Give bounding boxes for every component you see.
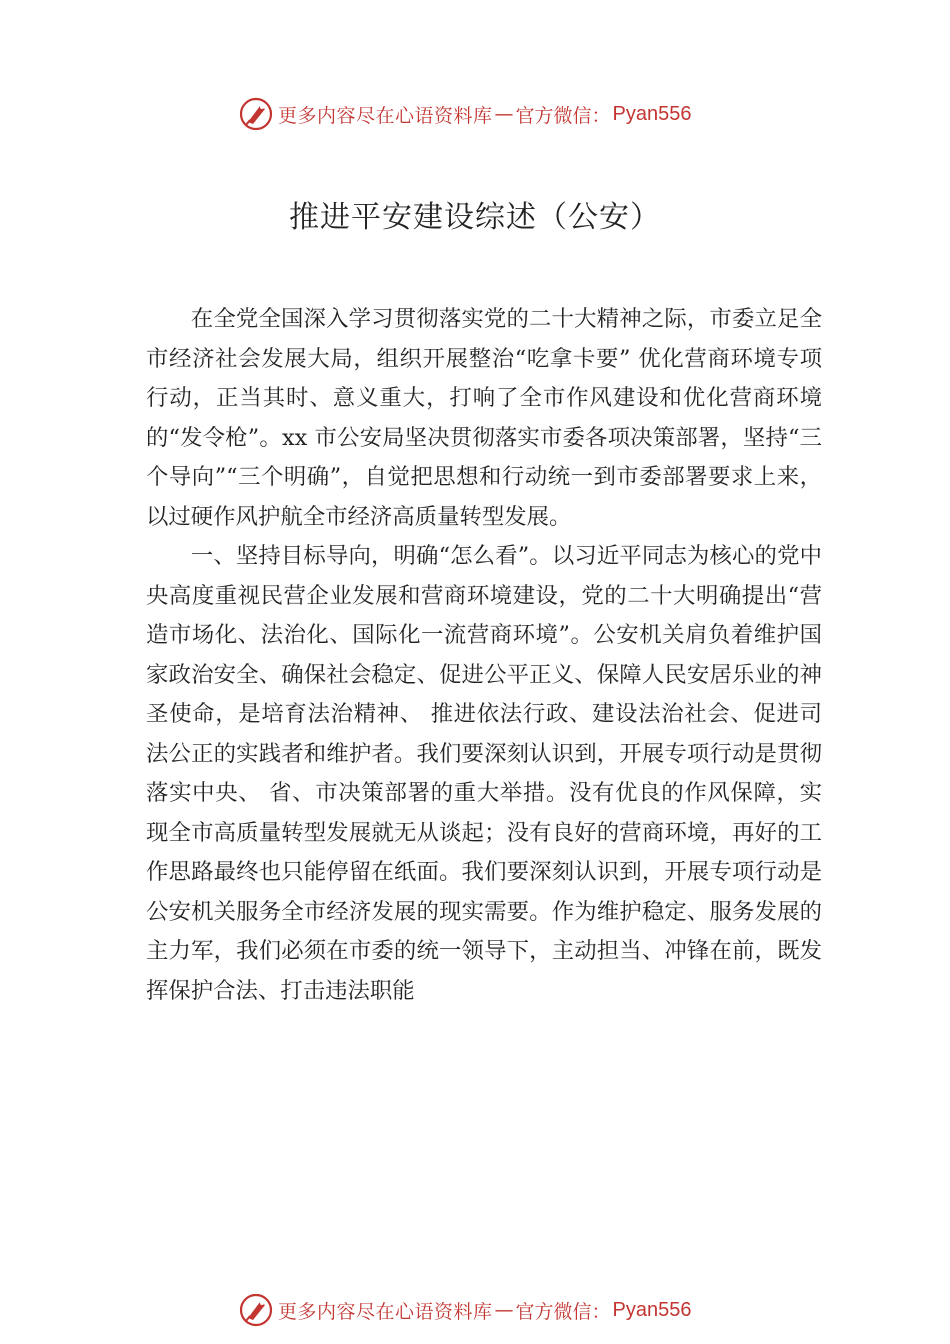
watermark-banner-bottom [238,1290,692,1330]
watermark-separator: — [494,103,514,125]
watermark-handle: Pyan556 [612,102,692,125]
watermark-separator: — [494,1299,514,1321]
paragraph: 在全党全国深入学习贯彻落实党的二十大精神之际，市委立足全市经济社会发展大局，组织开展整治“吃拿卡要” 优化营商环境专项行动，正当其时、意义重大，打响了全市作风建设和优化营商环境的“发令枪”。xx 市公安局坚决贯彻落实市委各项决策部署，坚持“三个导向”“三个明确”，自觉把思想和行动统一到市委部署要求上来，以过硬作风护航全市经济高质量转型发展。 [146,306,822,530]
watermark-site-text: 更多内容尽在心语资料库 [278,104,493,127]
document-title: 推进平安建设综述（公安） [289,200,661,235]
watermark-handle: Pyan556 [612,1298,692,1321]
watermark-label: 官方微信： [515,1300,611,1323]
paragraph: 一、坚持目标导向，明确“怎么看”。以习近平同志为核心的党中央高度重视民营企业发展和营商环境建设，党的二十大明确提出“营造市场化、法治化、国际化一流营商环境”。公安机关肩负着维护国家政治安全、确保社会稳定、促进公平正义、保障人民安居乐业的神圣使命，是培育法治精神、 推进依法行政、建设法治社会、促进司法公正的实践者和维护者。我们要深刻认识到，开展专项行动是贯彻落实中央、 省、市决策部署的重大举措。没有优良的作风保障，实现全市高质量转型发展就无从谈起；没有良好的营商环境，再好的工作思路最终也只能停留在纸面。我们要深刻认识到，开展专项行动是公安机关服务全市经济发展的现实需要。作为维护稳定、服务发展的主力军，我们必须在市委的统一领导下，主动担当、冲锋在前，既发挥保护合法、打击违法职能 [146,543,822,1004]
watermark-site-text: 更多内容尽在心语资料库 [278,1300,493,1323]
pen-nib-icon [238,96,274,132]
watermark-label: 官方微信： [515,104,611,127]
watermark-banner-top [238,94,692,134]
document-body [146,300,822,1011]
pen-nib-icon [238,1292,274,1328]
